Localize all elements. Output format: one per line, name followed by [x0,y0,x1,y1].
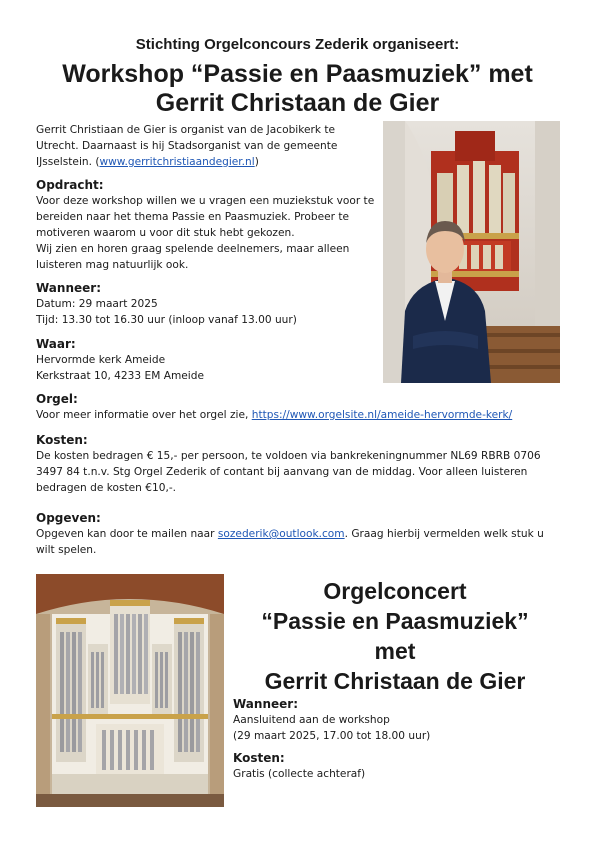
wanneer-heading: Wanneer: [36,281,101,295]
waar-location: Hervormde kerk Ameide [36,354,166,366]
opgeven-line: wilt spelen. [36,544,97,556]
wanneer-date: Datum: 29 maart 2025 [36,298,158,310]
kosten-heading: Kosten: [36,433,88,447]
orgel-heading: Orgel: [36,392,78,406]
organ-photo [36,574,224,807]
workshop-title-line2: Gerrit Christaan de Gier [155,89,440,117]
email-link[interactable]: sozederik@outlook.com [217,528,345,540]
intro-text: IJsselstein. ( [36,156,100,168]
kosten-line: De kosten bedragen € 15,- per persoon, te voldoen via bankrekeningnummer NL69 RBRB 0706 [36,450,541,462]
opdracht-line: motiveren waarom u voor dit stuk hebt gekozen. [36,227,295,239]
section-kosten [36,432,566,496]
opgeven-line [36,526,566,542]
concert-kosten-heading: Kosten: [233,751,285,765]
section-waar [36,336,381,384]
concert-title [232,576,558,696]
concert-kosten-line: Gratis (collecte achteraf) [233,768,366,780]
intro-line [36,154,381,170]
concert-title-line3: met [374,638,416,664]
opgeven-text: Opgeven kan door te mailen naar [36,528,218,540]
intro-line: Gerrit Christiaan de Gier is organist van de Jacobikerk te [36,124,336,136]
workshop-title-line1: Workshop “Passie en Paasmuziek” met [62,60,533,88]
concert-title-line4: Gerrit Christaan de Gier [264,668,526,694]
concert-wanneer-line: (29 maart 2025, 17.00 tot 18.00 uur) [233,730,431,742]
portrait-illustration [383,121,560,383]
kosten-line: bedragen de kosten €10,-. [36,482,177,494]
concert-wanneer-line: Aansluitend aan de workshop [233,714,390,726]
opdracht-line: luisteren mag natuurlijk ook. [36,259,189,271]
section-orgel [36,391,566,423]
intro-line: Utrecht. Daarnaast is hij Stadsorganist van de gemeente [36,140,338,152]
organist-portrait-photo [383,121,560,383]
website-link[interactable]: www.gerritchristiaandegier.nl [99,156,255,168]
orgel-text: Voor meer informatie over het orgel zie, [36,409,252,421]
opdracht-line: Voor deze workshop willen we u vragen een muziekstuk voor te [36,195,375,207]
section-opgeven [36,510,566,558]
workshop-title [0,60,595,118]
opdracht-heading: Opdracht: [36,178,104,192]
organ-illustration [36,574,224,807]
kosten-line: 3497 84 t.n.v. Stg Orgel Zederik of contant bij aanvang van de middag. Voor alleen luisteren [36,466,528,478]
intro-paragraph [36,122,381,170]
opdracht-line: Wij zien en horen graag spelende deelnemers, maar alleen [36,243,350,255]
section-wanneer [36,280,381,328]
opdracht-line: bereiden naar het thema Passie en Paasmuziek. Probeer te [36,211,350,223]
section-opdracht [36,177,381,273]
concert-details [233,696,563,782]
opgeven-text: . Graag hierbij vermelden welk stuk u [344,528,544,540]
concert-wanneer-heading: Wanneer: [233,697,298,711]
concert-title-line2: “Passie en Paasmuziek” [261,608,529,634]
opgeven-heading: Opgeven: [36,511,101,525]
waar-heading: Waar: [36,337,76,351]
waar-address: Kerkstraat 10, 4233 EM Ameide [36,370,204,382]
intro-text: ) [254,156,259,168]
orgelsite-link[interactable]: https://www.orgelsite.nl/ameide-hervormde-kerk/ [251,409,513,421]
wanneer-time: Tijd: 13.30 tot 16.30 uur (inloop vanaf 13.00 uur) [36,314,297,326]
concert-title-line1: Orgelconcert [323,578,467,604]
organizer-line: Stichting Orgelconcours Zederik organiseert: [135,36,460,53]
